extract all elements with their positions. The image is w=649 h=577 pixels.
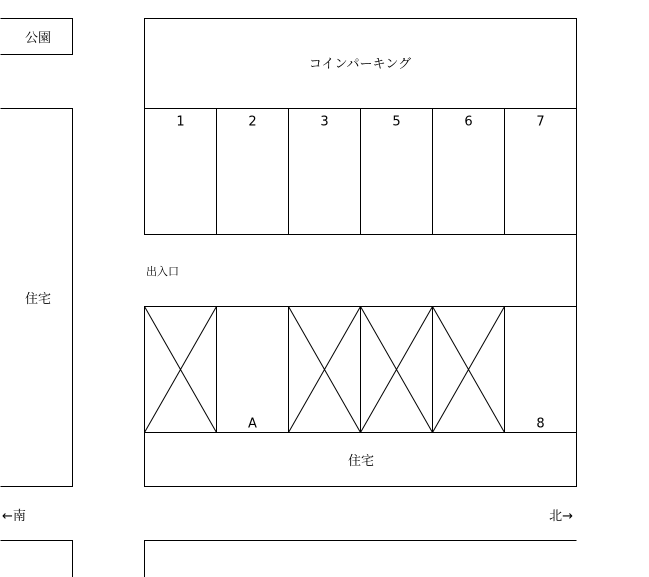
coin-parking-label: コインパーキング [308,57,412,72]
parking-space-number: 3 [320,114,329,130]
parking-space-number: 5 [392,114,401,130]
house-bottom-label: 住宅 [347,454,375,469]
lower-right-block [145,541,577,577]
parking-space-number: 2 [248,114,257,130]
parking-space-number: 8 [536,416,545,432]
parking-space-number: 6 [464,114,473,130]
south-direction-label: ←南 [2,509,26,524]
parking-space-number: 7 [536,114,545,130]
north-direction-label: 北→ [549,509,573,524]
entrance-label: 出入口 [146,265,179,278]
parking-space-bottom-2[interactable] [217,307,289,433]
top-parking-row [145,109,577,235]
bottom-parking-row [145,307,577,433]
house-left-label: 住宅 [24,292,52,307]
lower-left-block [1,541,73,577]
parking-space-number: A [248,416,257,432]
park-label: 公園 [24,31,52,46]
parking-space-number: 1 [176,114,185,130]
parking-space-bottom-6[interactable] [505,307,577,433]
